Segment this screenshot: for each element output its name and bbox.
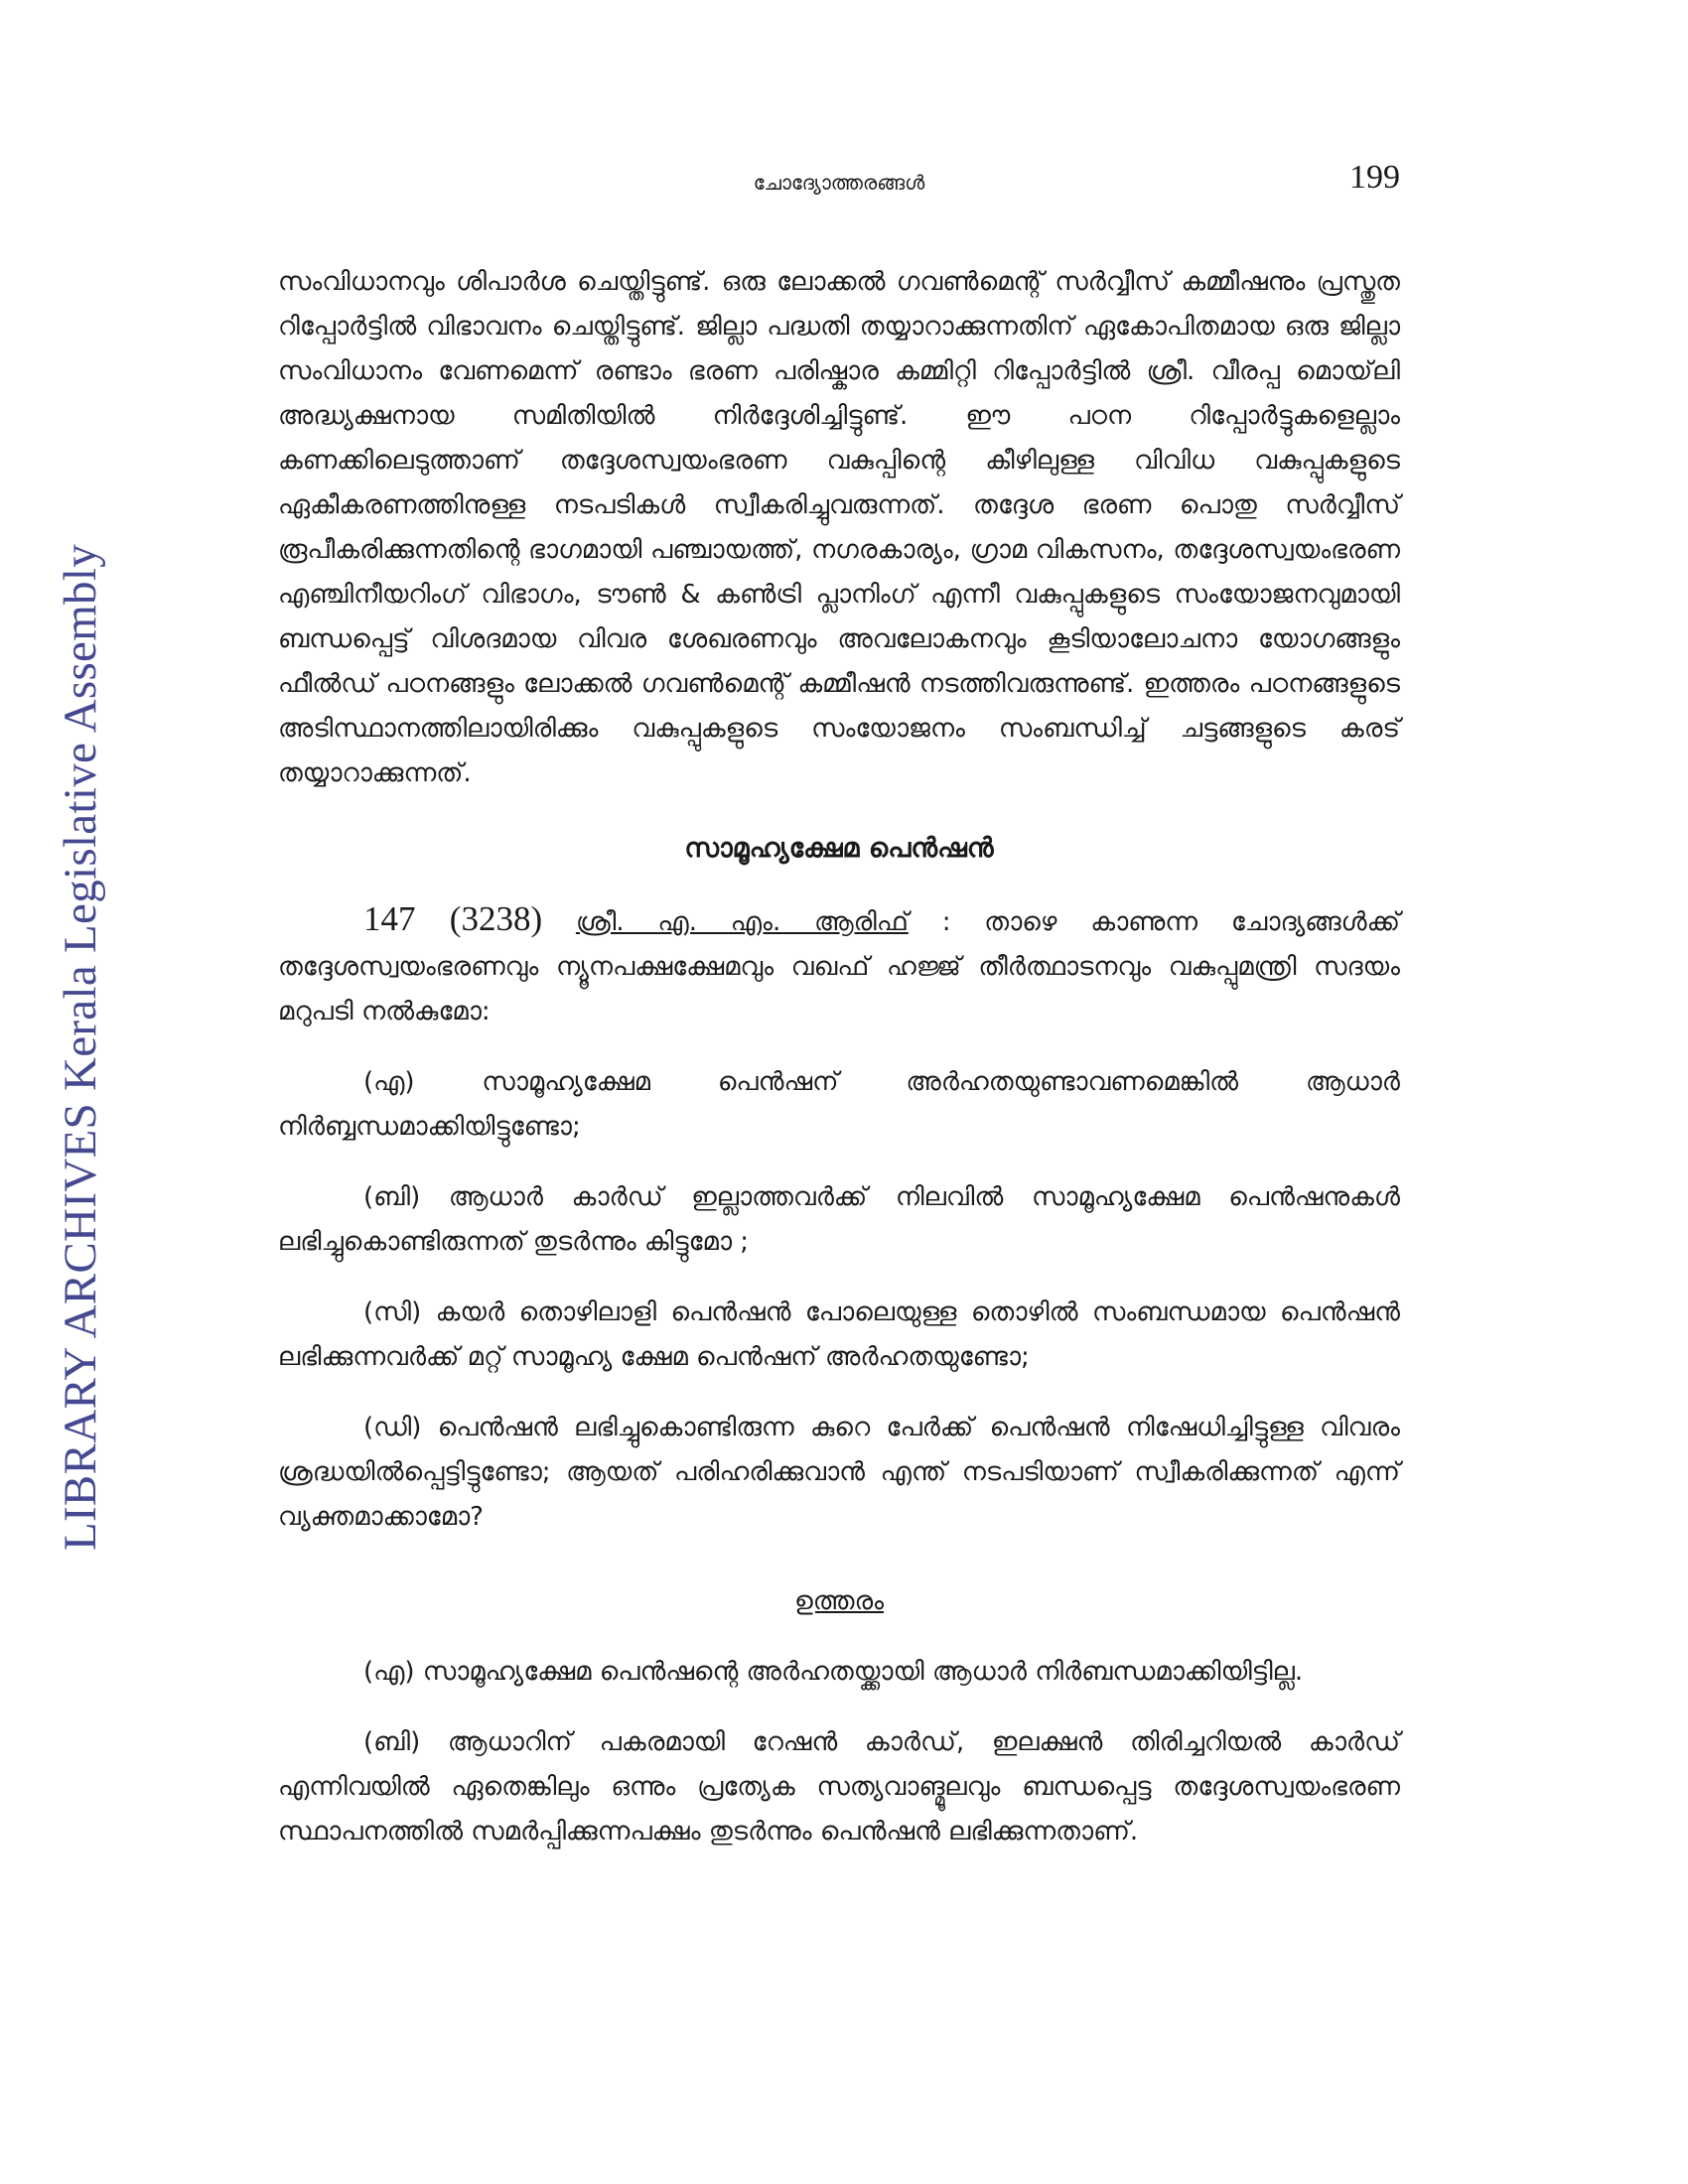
section-title: സാമൂഹ്യക്ഷേമ പെൻഷൻ <box>684 833 994 864</box>
running-head <box>278 159 1400 218</box>
sub-question-c: (സി) കയർ തൊഴിലാളി പെൻഷൻ പോലെയുള്ള തൊഴിൽ സംബന്ധമായ പെൻഷൻ ലഭിക്കുന്നവർക്ക് മറ്റ് സാമൂഹ്യ ക്ഷേമ പെൻഷന് അർഹതയുണ്ടോ; <box>278 1297 1400 1372</box>
question-paragraph <box>278 896 1400 1034</box>
archive-watermark: LIBRARY ARCHIVES Kerala Legislative Assembly <box>55 543 106 1552</box>
running-title: ചോദ്യോത്തരങ്ങൾ <box>753 171 925 195</box>
sub-question-a: (എ) സാമൂഹ്യക്ഷേമ പെൻഷന് അർഹതയുണ്ടാവണമെങ്കിൽ ആധാർ നിർബ്ബന്ധമാക്കിയിട്ടുണ്ടോ; <box>278 1067 1400 1142</box>
question-text: : താഴെ കാണുന്ന ചോദ്യങ്ങൾക്ക് തദ്ദേശസ്വയംഭരണവും ന്യൂനപക്ഷക്ഷേമവും വഖഫ് ഹജ്ജ് തീർത്ഥാടനവും വകുപ്പുമന്ത്രി സദയം മറുപടി നൽകുമോ: <box>278 907 1401 1026</box>
member-name: ശ്രീ. എ. എം. ആരിഫ് <box>575 907 909 937</box>
sub-question-d: (ഡി) പെൻഷൻ ലഭിച്ചുകൊണ്ടിരുന്ന കുറെ പേർക്ക് പെൻഷൻ നിഷേധിച്ചിട്ടുള്ള വിവരം ശ്രദ്ധയിൽപ്പെട്ടിട്ടുണ്ടോ; ആയത് പരിഹരിക്കുവാൻ എന്ത് നടപടിയാണ് സ്വീകരിക്കുന്നത് എന്ന് വ്യക്തമാക്കാമോ? <box>278 1413 1400 1532</box>
answer-a: (എ) സാമൂഹ്യക്ഷേമ പെൻഷന്റെ അർഹതയ്ക്കായി ആധാർ നിർബന്ധമാക്കിയിട്ടില്ല. <box>363 1657 1304 1687</box>
answer-heading: ഉത്തരം <box>794 1586 884 1616</box>
question-number: 147 (3238) <box>363 899 543 938</box>
answer-b: (ബി) ആധാറിന് പകരമായി റേഷൻ കാർഡ്, ഇലക്ഷൻ തിരിച്ചറിയൽ കാർഡ് എന്നിവയിൽ ഏതെങ്കിലും ഒന്നും പ്രത്യേക സത്യവാങ്മൂലവും ബന്ധപ്പെട്ട തദ്ദേശസ്വയംഭരണ സ്ഥാപനത്തിൽ സമർപ്പിക്കുന്നപക്ഷം തുടർന്നും പെൻഷൻ ലഭിക്കുന്നതാണ്. <box>278 1727 1400 1846</box>
page-number: 199 <box>1349 159 1400 196</box>
sub-question-b: (ബി) ആധാർ കാർഡ് ഇല്ലാത്തവർക്ക് നിലവിൽ സാമൂഹ്യക്ഷേമ പെൻഷനുകൾ ലഭിച്ചുകൊണ്ടിരുന്നത് തുടർന്നും കിട്ടുമോ ; <box>278 1182 1400 1257</box>
intro-paragraph: സംവിധാനവും ശിപാർശ ചെയ്തിട്ടുണ്ട്. ഒരു ലോക്കൽ ഗവൺമെന്റ് സർവ്വീസ് കമ്മീഷനും പ്രസ്തുത റിപ്പോർട്ടിൽ വിഭാവനം ചെയ്തിട്ടുണ്ട്. ജില്ലാ പദ്ധതി തയ്യാറാക്കുന്നതിന് ഏകോപിതമായ ഒരു ജില്ലാ സംവിധാനം വേണമെന്ന് രണ്ടാം ഭരണ പരിഷ്കാര കമ്മിറ്റി റിപ്പോർട്ടിൽ ശ്രീ. വീരപ്പ മൊയ്‌ലി അദ്ധ്യക്ഷനായ സമിതിയിൽ നിർദ്ദേശിച്ചിട്ടുണ്ട്. ഈ പഠന റിപ്പോർട്ടുകളെല്ലാം കണക്കിലെടുത്താണ് തദ്ദേശസ്വയംഭരണ വകുപ്പിന്റെ കീഴിലുള്ള വിവിധ വകുപ്പുകളുടെ ഏകീകരണത്തിനുള്ള നടപടികൾ സ്വീകരിച്ചുവരുന്നത്. തദ്ദേശ ഭരണ പൊതു സർവ്വീസ് രൂപീകരിക്കുന്നതിന്റെ ഭാഗമായി പഞ്ചായത്ത്, നഗരകാര്യം, ഗ്രാമ വികസനം, തദ്ദേശസ്വയംഭരണ എഞ്ചിനീയറിംഗ് വിഭാഗം, ടൗൺ & കൺട്രി പ്ലാനിംഗ് എന്നീ വകുപ്പുകളുടെ സംയോജനവുമായി ബന്ധപ്പെട്ട് വിശദമായ വിവര ശേഖരണവും അവലോകനവും കൂടിയാലോചനാ യോഗങ്ങളും ഫീൽഡ് പഠനങ്ങളും ലോക്കൽ ഗവൺമെന്റ് കമ്മീഷൻ നടത്തിവരുന്നുണ്ട്. ഇത്തരം പഠനങ്ങളുടെ അടിസ്ഥാനത്തിലായിരിക്കും വകുപ്പുകളുടെ സംയോജനം സംബന്ധിച്ച് ചട്ടങ്ങളുടെ കരട് തയ്യാറാക്കുന്നത്. <box>278 267 1400 788</box>
page-content <box>278 260 1400 1854</box>
